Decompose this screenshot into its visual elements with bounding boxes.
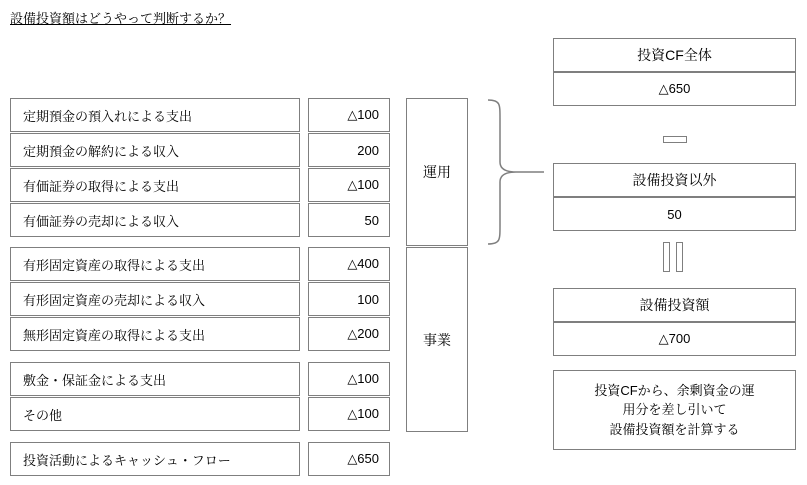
table-row: 有価証券の売却による収入 xyxy=(10,203,300,237)
table-cell-value: △200 xyxy=(308,317,390,351)
table-row: 投資活動によるキャッシュ・フロー xyxy=(10,442,300,476)
table-cell-value: △400 xyxy=(308,247,390,281)
table-cell-value: △100 xyxy=(308,397,390,431)
table-cell-value: △100 xyxy=(308,168,390,202)
note-line-2: 用分を差し引いて xyxy=(622,402,727,418)
table-row: 定期預金の解約による収入 xyxy=(10,133,300,167)
note-line-1: 投資CFから、余剰資金の運 xyxy=(594,382,755,398)
table-row: 敷金・保証金による支出 xyxy=(10,362,300,396)
table-cell-value: △100 xyxy=(308,98,390,132)
other-investment-title: 設備投資以外 xyxy=(553,163,796,197)
table-row: 定期預金の預入れによる支出 xyxy=(10,98,300,132)
capex-value: △700 xyxy=(553,322,796,356)
capex-title: 設備投資額 xyxy=(553,288,796,322)
note-line-3: 設備投資額を計算する xyxy=(609,421,740,437)
table-cell-value: 100 xyxy=(308,282,390,316)
table-cell-value: 50 xyxy=(308,203,390,237)
note-box xyxy=(553,370,796,450)
brace-icon xyxy=(486,98,546,246)
table-row: 有形固定資産の売却による収入 xyxy=(10,282,300,316)
table-row: 有形固定資産の取得による支出 xyxy=(10,247,300,281)
table-cell-value: △650 xyxy=(308,442,390,476)
table-cell-value: 200 xyxy=(308,133,390,167)
table-row: 無形固定資産の取得による支出 xyxy=(10,317,300,351)
minus-icon xyxy=(663,136,687,143)
group-box-business: 事業 xyxy=(406,247,468,432)
total-cf-title: 投資CF全体 xyxy=(553,38,796,72)
total-cf-value: △650 xyxy=(553,72,796,106)
table-row: その他 xyxy=(10,397,300,431)
other-investment-value: 50 xyxy=(553,197,796,231)
table-cell-value: △100 xyxy=(308,362,390,396)
group-box-operations: 運用 xyxy=(406,98,468,246)
table-row: 有価証券の取得による支出 xyxy=(10,168,300,202)
page-title: 設備投資額はどうやって判断するか？ xyxy=(10,11,232,26)
equals-icon xyxy=(663,242,685,272)
